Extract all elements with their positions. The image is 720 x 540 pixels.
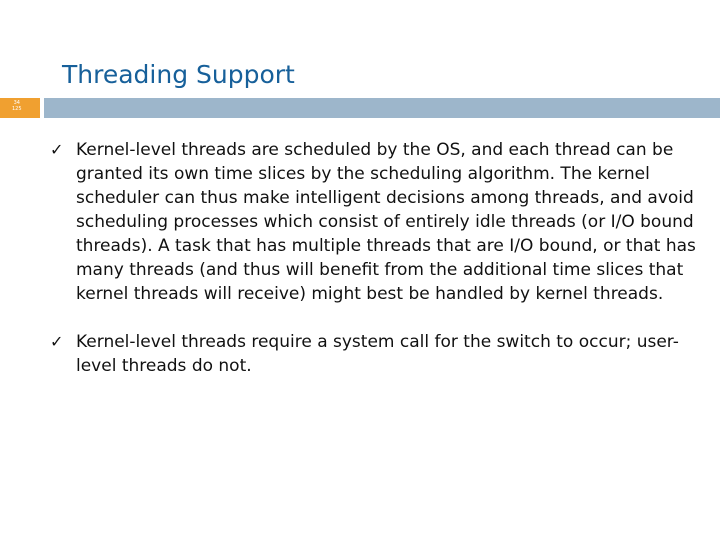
checkmark-icon: ✓ (50, 140, 64, 159)
slide-number (12, 100, 22, 112)
slide-number-badge (0, 98, 40, 118)
bullet-list (50, 138, 710, 402)
slide-number-total: 125 (12, 106, 22, 112)
slide-title: Threading Support (62, 60, 295, 89)
bullet-text: Kernel-level threads are scheduled by the OS, and each thread can be granted its own time slices by the scheduling algorithm. The kernel scheduler can thus make intelligent decisions among threads, and avoid scheduling processes which consist of entirely idle threads (or I/O bound threads). A task that has multiple threads that are I/O bound, or that has many threads (and thus will benefit from the additional time slices that kernel threads will receive) might best be handled by kernel threads. (76, 140, 696, 304)
checkmark-icon: ✓ (50, 332, 64, 351)
slide-number-current: 34 (13, 100, 20, 106)
bullet-item (50, 138, 710, 306)
title-underline-bar (44, 98, 720, 118)
bullet-text: Kernel-level threads require a system call for the switch to occur; user-level threads do not. (76, 332, 679, 376)
bullet-item (50, 330, 710, 378)
